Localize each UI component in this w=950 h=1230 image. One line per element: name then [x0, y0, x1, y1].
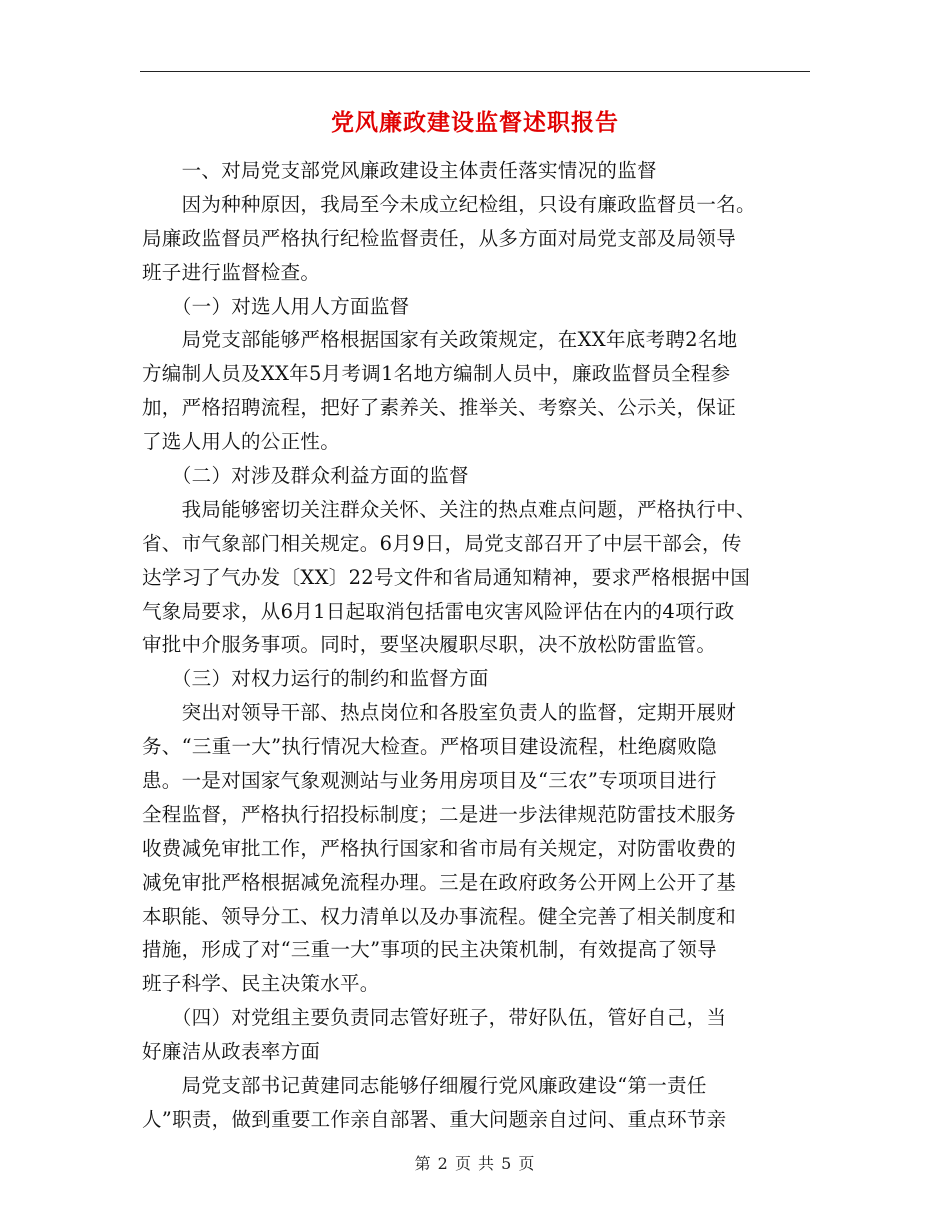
body-line: （四）对党组主要负责同志管好班子，带好队伍，管好自己，当 [142, 1006, 727, 1030]
body-line: 好廉洁从政表率方面 [142, 1040, 321, 1064]
body-line: （一）对选人用人方面监督 [142, 294, 410, 318]
body-line: 班子进行监督检查。 [142, 260, 321, 284]
body-line: 人”职责，做到重要工作亲自部署、重大问题亲自过问、重点环节亲 [142, 1107, 727, 1131]
page-number-footer: 第 2 页 共 5 页 [414, 1154, 536, 1173]
body-line: 收费减免审批工作，严格执行国家和省市局有关规定，对防雷收费的 [142, 836, 737, 860]
body-line: 一、对局党支部党风廉政建设主体责任落实情况的监督 [142, 159, 657, 182]
body-line: 措施，形成了对“三重一大”事项的民主决策机制，有效提高了领导 [142, 938, 717, 962]
body-line: 突出对领导干部、热点岗位和各股室负责人的监督，定期开展财 [142, 701, 737, 725]
body-line: 方编制人员及XX年5月考调1名地方编制人员中，廉政监督员全程参 [142, 362, 731, 386]
body-line: 因为种种原因，我局至今未成立纪检组，只设有廉政监督员一名。 [142, 192, 756, 216]
body-line: 全程监督，严格执行招投标制度；二是进一步法律规范防雷技术服务 [142, 802, 737, 826]
body-line: 减免审批严格根据减免流程办理。三是在政府政务公开网上公开了基 [142, 870, 737, 894]
body-line: 了选人用人的公正性。 [142, 430, 341, 454]
body-line: 加，严格招聘流程，把好了素养关、推举关、考察关、公示关，保证 [142, 396, 737, 420]
document-title: 党风廉政建设监督述职报告 [331, 109, 619, 136]
body-line: （二）对涉及群众利益方面的监督 [142, 464, 469, 488]
body-line: 务、“三重一大”执行情况大检查。严格项目建设流程，杜绝腐败隐 [142, 735, 717, 759]
body-line: 省、市气象部门相关规定。6月9日，局党支部召开了中层干部会，传 [142, 531, 742, 555]
document-body [142, 154, 842, 1137]
body-line: 班子科学、民主决策水平。 [142, 972, 380, 996]
body-line: 局党支部书记黄建同志能够仔细履行党风廉政建设“第一责任 [142, 1074, 707, 1098]
body-line: （三）对权力运行的制约和监督方面 [142, 667, 489, 691]
body-line: 患。一是对国家气象观测站与业务用房项目及“三农”专项项目进行 [142, 769, 717, 793]
body-line: 气象局要求，从6月1日起取消包括雷电灾害风险评估在内的4项行政 [142, 599, 735, 623]
body-line: 局党支部能够严格根据国家有关政策规定，在XX年底考聘2名地 [142, 328, 738, 352]
body-line: 我局能够密切关注群众关怀、关注的热点难点问题，严格执行中、 [142, 497, 756, 521]
header-rule [140, 71, 810, 72]
body-line: 达学习了气办发〔XX〕22号文件和省局通知精神，要求严格根据中国 [142, 565, 751, 589]
body-line: 本职能、领导分工、权力清单以及办事流程。健全完善了相关制度和 [142, 904, 737, 928]
body-line: 局廉政监督员严格执行纪检监督责任，从多方面对局党支部及局领导 [142, 226, 737, 250]
body-line: 审批中介服务事项。同时，要坚决履职尽职，决不放松防雷监管。 [142, 633, 717, 657]
